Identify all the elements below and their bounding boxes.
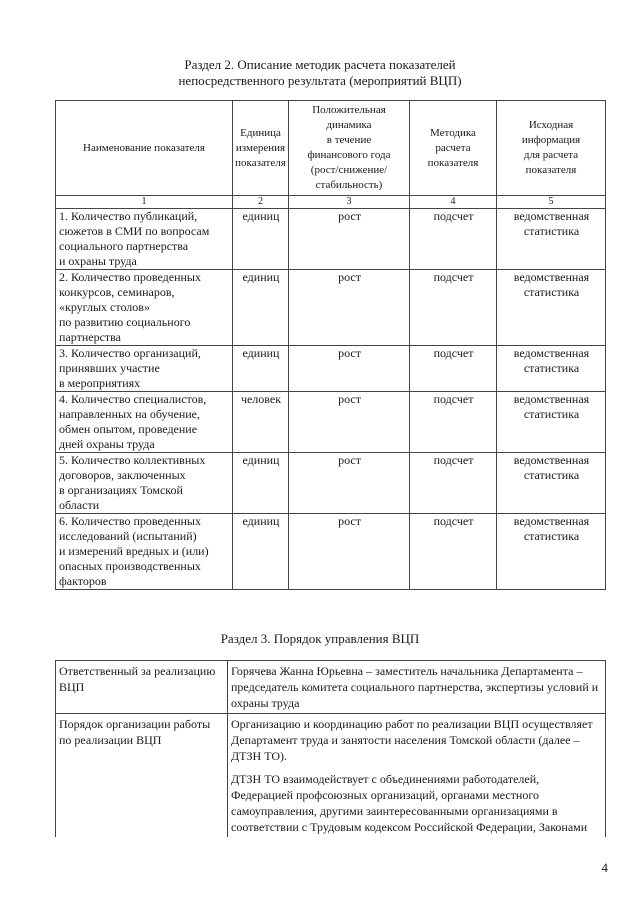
page-number: 4 bbox=[601, 860, 608, 875]
source-line: ведомственная bbox=[513, 453, 590, 467]
source-line: ведомственная bbox=[513, 209, 590, 223]
indicator-name bbox=[56, 209, 233, 270]
source-line: ведомственная bbox=[513, 270, 590, 284]
section2-title-line: непосредственного результата (мероприятий ВЦП) bbox=[178, 73, 462, 88]
unit-cell: единиц bbox=[233, 453, 289, 514]
indicator-name bbox=[56, 346, 233, 392]
indicator-name-line: по развитию социального bbox=[59, 315, 191, 329]
table-row bbox=[56, 346, 606, 392]
source-cell bbox=[497, 453, 606, 514]
unit-cell: единиц bbox=[233, 514, 289, 590]
management-row bbox=[56, 661, 606, 714]
column-header-line: для расчета bbox=[523, 149, 579, 161]
dynamic-cell: рост bbox=[289, 453, 410, 514]
source-line: статистика bbox=[523, 529, 580, 543]
indicator-name-line: 2. Количество проведенных bbox=[59, 270, 201, 284]
indicator-name-line: обмен опытом, проведение bbox=[59, 422, 198, 436]
table-row bbox=[56, 209, 606, 270]
column-header-line: показателя bbox=[235, 156, 286, 169]
column-header bbox=[289, 101, 410, 196]
indicator-name-line: исследований (испытаний) bbox=[59, 529, 197, 543]
indicator-name-line: договоров, заключенных bbox=[59, 468, 186, 482]
column-header-line: показателя bbox=[427, 156, 479, 169]
column-header-line: стабильность) bbox=[315, 179, 383, 191]
indicator-name-line: 5. Количество коллективных bbox=[59, 453, 206, 467]
column-header bbox=[410, 101, 497, 196]
table-row bbox=[56, 270, 606, 346]
column-number: 3 bbox=[289, 196, 410, 209]
column-number: 1 bbox=[56, 196, 233, 209]
column-header-line: динамика bbox=[326, 119, 372, 131]
column-header-line: Методика bbox=[430, 126, 476, 139]
table-row bbox=[56, 453, 606, 514]
indicator-name-line: 1. Количество публикаций, bbox=[59, 209, 198, 223]
indicator-name-line: конкурсов, семинаров, bbox=[59, 285, 175, 299]
indicators-methods-table bbox=[55, 100, 606, 590]
column-header-line: показателя bbox=[525, 164, 577, 176]
source-cell bbox=[497, 209, 606, 270]
management-label: Порядок организации работы по реализации ВЦП bbox=[56, 714, 228, 838]
indicator-name-line: в организациях Томской bbox=[59, 483, 183, 497]
source-line: ведомственная bbox=[513, 392, 590, 406]
unit-cell: человек bbox=[233, 392, 289, 453]
method-cell: подсчет bbox=[410, 209, 497, 270]
column-header-line: (рост/снижение/ bbox=[310, 164, 388, 176]
source-cell bbox=[497, 270, 606, 346]
column-header bbox=[56, 101, 233, 196]
method-cell: подсчет bbox=[410, 346, 497, 392]
column-header-line: Единица bbox=[240, 126, 281, 139]
method-cell: подсчет bbox=[410, 270, 497, 346]
table-header-row bbox=[56, 101, 606, 196]
source-cell bbox=[497, 346, 606, 392]
indicator-name-line: социального партнерства bbox=[59, 239, 189, 253]
management-row bbox=[56, 714, 606, 838]
column-number: 4 bbox=[410, 196, 497, 209]
dynamic-cell: рост bbox=[289, 209, 410, 270]
indicator-name-line: направленных на обучение, bbox=[59, 407, 200, 421]
section2-title bbox=[0, 57, 640, 89]
method-cell: подсчет bbox=[410, 392, 497, 453]
section2-title-line: Раздел 2. Описание методик расчета показателей bbox=[184, 57, 456, 72]
column-header-line: информация bbox=[521, 134, 581, 146]
source-cell bbox=[497, 514, 606, 590]
indicator-name-line: 4. Количество специалистов, bbox=[59, 392, 207, 406]
method-cell: подсчет bbox=[410, 453, 497, 514]
source-line: статистика bbox=[523, 285, 580, 299]
column-header-line: в течение bbox=[326, 134, 372, 146]
column-number: 2 bbox=[233, 196, 289, 209]
indicator-name bbox=[56, 392, 233, 453]
column-header-line: Положительная bbox=[312, 104, 386, 116]
source-line: статистика bbox=[523, 224, 580, 238]
indicator-name-line: области bbox=[59, 498, 100, 512]
indicator-name-line: факторов bbox=[59, 574, 107, 588]
management-table bbox=[55, 660, 606, 837]
source-line: статистика bbox=[523, 407, 580, 421]
source-line: ведомственная bbox=[513, 514, 590, 528]
indicator-name bbox=[56, 514, 233, 590]
source-line: ведомственная bbox=[513, 346, 590, 360]
indicator-name-line: и измерений вредных и (или) bbox=[59, 544, 209, 558]
indicator-name-line: «круглых столов» bbox=[59, 300, 150, 314]
column-number: 5 bbox=[497, 196, 606, 209]
indicator-name-line: сюжетов в СМИ по вопросам bbox=[59, 224, 210, 238]
unit-cell: единиц bbox=[233, 209, 289, 270]
indicator-name-line: 6. Количество проведенных bbox=[59, 514, 201, 528]
management-content bbox=[228, 714, 606, 838]
indicator-name-line: опасных производственных bbox=[59, 559, 201, 573]
indicator-name-line: и охраны труда bbox=[59, 254, 137, 268]
management-paragraph: ДТЗН ТО взаимодействует с объединениями работодателей, Федерацией профсоюзных организаций, органами местного самоуправления, другими заинтересованными организациями в соответствии с Трудовым кодексом Российской Федерации, Законами bbox=[231, 772, 588, 834]
indicator-name bbox=[56, 270, 233, 346]
indicator-name-line: принявших участие bbox=[59, 361, 160, 375]
management-paragraph: Организацию и координацию работ по реализации ВЦП осуществляет Департамент труда и занятости населения Томской области (далее – ДТЗН ТО). bbox=[231, 717, 593, 763]
table-row bbox=[56, 392, 606, 453]
dynamic-cell: рост bbox=[289, 392, 410, 453]
section3-title: Раздел 3. Порядок управления ВЦП bbox=[220, 631, 420, 646]
column-header-line: измерения bbox=[235, 141, 286, 154]
management-content bbox=[228, 661, 606, 714]
dynamic-cell: рост bbox=[289, 270, 410, 346]
source-cell bbox=[497, 392, 606, 453]
column-header-line: Исходная bbox=[528, 119, 574, 131]
unit-cell: единиц bbox=[233, 346, 289, 392]
management-label: Ответственный за реализацию ВЦП bbox=[56, 661, 228, 714]
indicator-name-line: в мероприятиях bbox=[59, 376, 141, 390]
indicator-name-line: 3. Количество организаций, bbox=[59, 346, 201, 360]
management-paragraph: Горячева Жанна Юрьевна – заместитель начальника Департамента – председатель комитета социального партнерства, экспертизы условий и охраны труда bbox=[231, 664, 599, 710]
method-cell: подсчет bbox=[410, 514, 497, 590]
dynamic-cell: рост bbox=[289, 346, 410, 392]
dynamic-cell: рост bbox=[289, 514, 410, 590]
column-header-line: расчета bbox=[435, 141, 471, 154]
column-header bbox=[233, 101, 289, 196]
source-line: статистика bbox=[523, 361, 580, 375]
indicator-name-line: партнерства bbox=[59, 330, 121, 344]
column-number-row bbox=[56, 196, 606, 209]
column-header-line: финансового года bbox=[307, 149, 391, 161]
unit-cell: единиц bbox=[233, 270, 289, 346]
indicator-name-line: дней охраны труда bbox=[59, 437, 155, 451]
source-line: статистика bbox=[523, 468, 580, 482]
column-header-line: Наименование показателя bbox=[83, 141, 205, 154]
table-row bbox=[56, 514, 606, 590]
column-header bbox=[497, 101, 606, 196]
indicator-name bbox=[56, 453, 233, 514]
